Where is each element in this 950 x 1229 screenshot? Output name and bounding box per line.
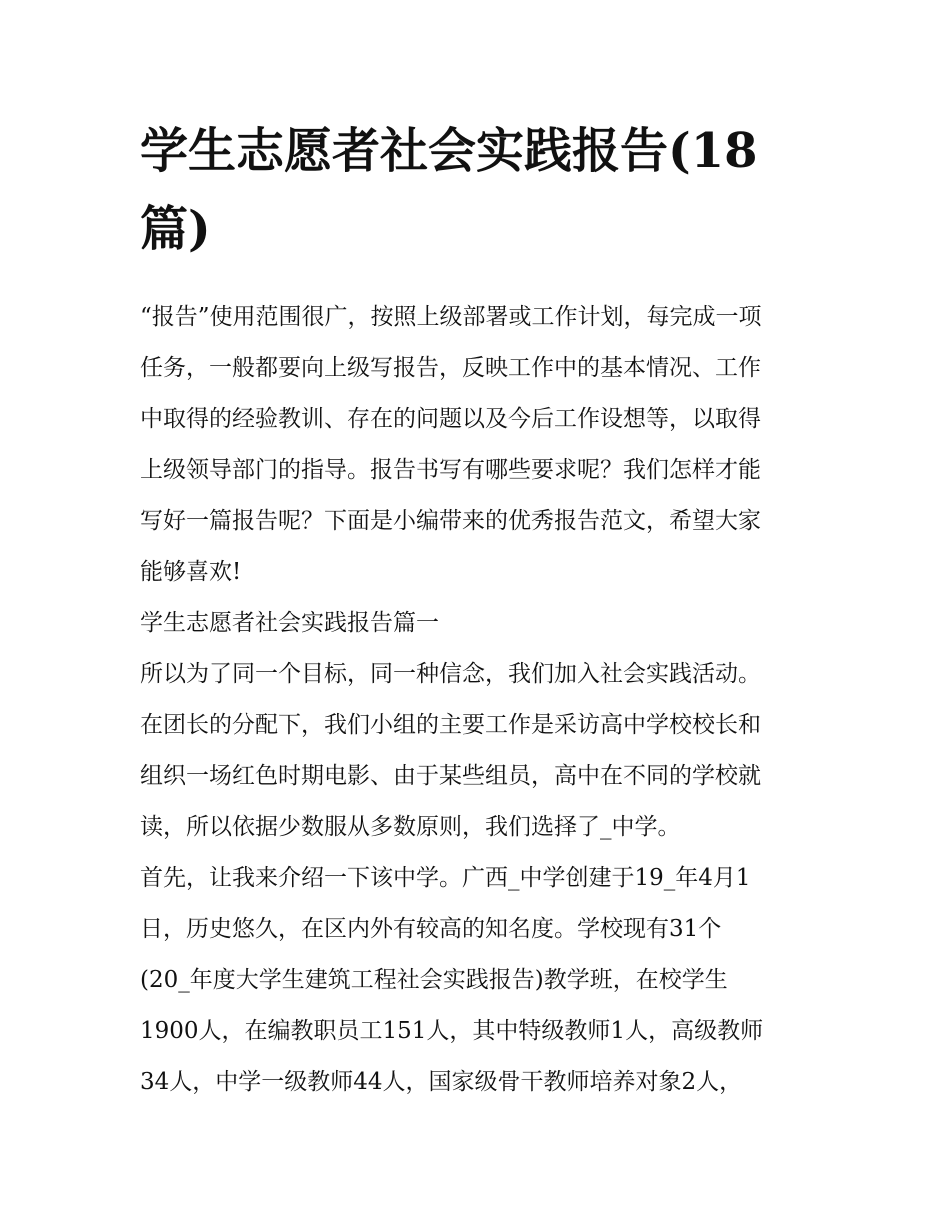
text-line: 日，历史悠久，在区内外有较高的知名度。学校现有31个 [140, 916, 722, 942]
text-line: 在团长的分配下，我们小组的主要工作是采访高中学校校长和 [140, 712, 761, 738]
title-line: 篇) [140, 201, 211, 257]
text-line: 上级领导部门的指导。报告书写有哪些要求呢？我们怎样才能 [140, 457, 761, 483]
document-title [140, 112, 820, 268]
intro-paragraph [140, 292, 820, 598]
text-line: 组织一场红色时期电影、由于某些组员，高中在不同的学校就 [140, 763, 761, 789]
text-line: 能够喜欢! [140, 559, 242, 585]
body-paragraph [140, 649, 820, 853]
section-heading [140, 598, 820, 649]
text-line: 所以为了同一个目标，同一种信念，我们加入社会实践活动。 [140, 661, 761, 687]
text-line: 任务，一般都要向上级写报告，反映工作中的基本情况、工作 [140, 355, 761, 381]
document-page [140, 112, 820, 1108]
text-line: (20_年度大学生建筑工程社会实践报告)教学班，在校学生 [140, 967, 728, 993]
document-body [140, 292, 820, 1108]
text-line: 34人，中学一级教师44人，国家级骨干教师培养对象2人， [140, 1069, 743, 1095]
text-line: 读，所以依据少数服从多数原则，我们选择了_中学。 [140, 814, 681, 840]
text-line: “报告”使用范围很广，按照上级部署或工作计划，每完成一项 [140, 304, 762, 330]
section-heading-text: 学生志愿者社会实践报告篇一 [140, 610, 439, 636]
text-line: 1900人，在编教职员工151人，其中特级教师1人，高级教师 [140, 1018, 764, 1044]
text-line: 首先，让我来介绍一下该中学。广西_中学创建于19_年4月1 [140, 865, 751, 891]
text-line: 中取得的经验教训、存在的问题以及今后工作设想等，以取得 [140, 406, 761, 432]
body-paragraph [140, 853, 820, 1108]
text-line: 写好一篇报告呢？下面是小编带来的优秀报告范文，希望大家 [140, 508, 761, 534]
title-line: 学生志愿者社会实践报告(18 [140, 123, 758, 179]
